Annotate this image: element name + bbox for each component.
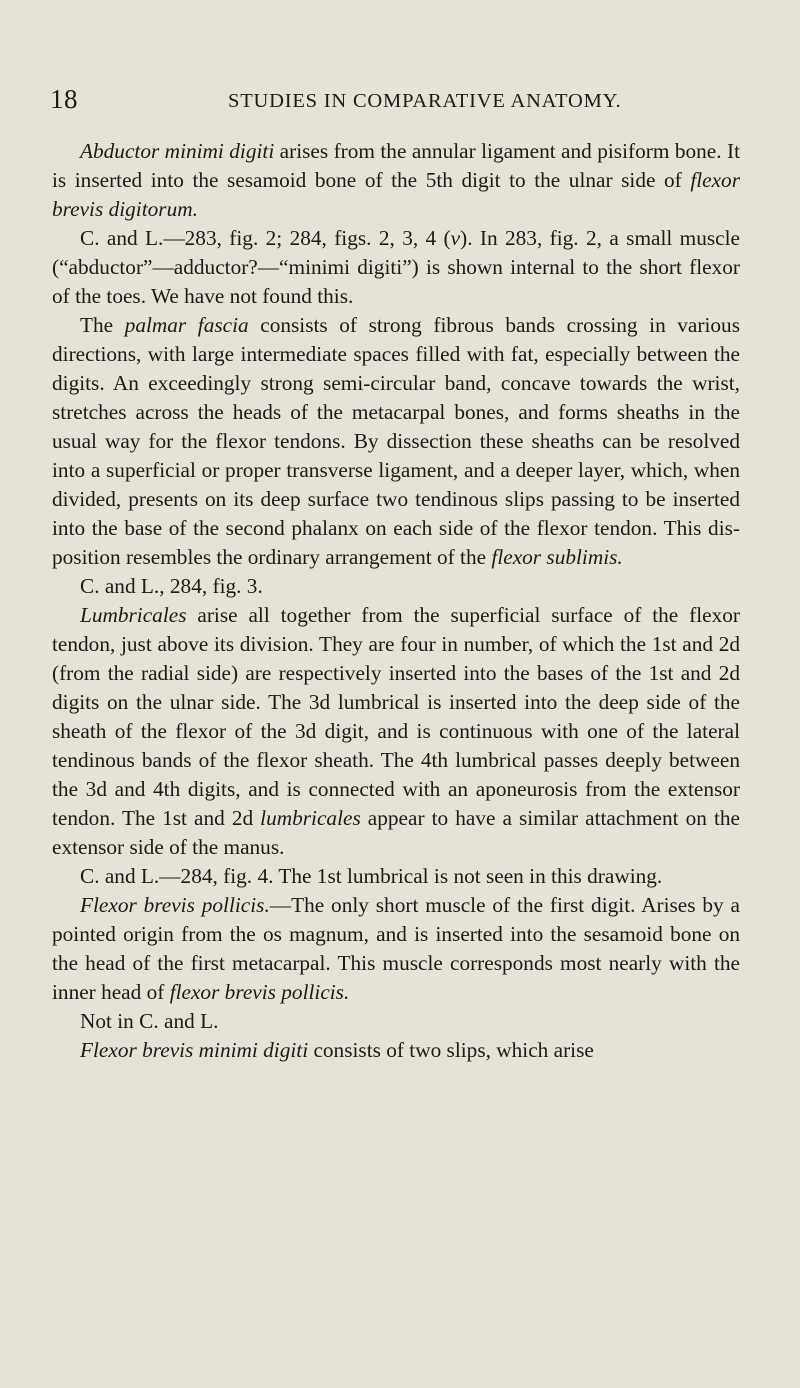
text-run: C. and L., 284, fig. 3.: [80, 574, 263, 598]
term-flexor-brevis-pollicis: flexor brevis pollicis.: [169, 980, 350, 1004]
term-abductor-minimi-digiti: Abductor minimi digiti: [80, 139, 275, 163]
text-run: Not in C. and L.: [80, 1009, 219, 1033]
text-run: consists of strong fibrous bands crossing in various directions, with large intermediate spaces filled with fat, especially between the digits. An exceedingly strong semi-circular band, concave towards the wrist, stretches across the heads of the metacarpal bones, and forms sheaths in the usual way for the flexor tendons. By dissection these sheaths can be resolved into a superficial or proper transverse ligament, and a deeper layer, which, when divided, presents on its deep surface two tendinous slips passing to be inserted into the base of the second phalanx on each side of the flexor tendon. This dis-position resembles the ordinary arrangement of the: [52, 313, 740, 569]
body-text: [52, 137, 740, 1065]
text-run: The: [80, 313, 125, 337]
paragraph-reference-284-fig-4: [52, 862, 740, 891]
term-flexor-brevis-pollicis: Flexor brevis pollicis.: [80, 893, 270, 917]
paragraph-reference-284-fig-3: [52, 572, 740, 601]
text-run: —The only short muscle of the first digit. Arises by a pointed origin from the os magnum, and is inserted into the sesamoid bone on the head of the first metacarpal. This muscle corresponds most nearly with the inner head of: [52, 893, 741, 1004]
text-run: C. and L.—283, fig. 2; 284, figs. 2, 3, 4 (: [80, 226, 451, 250]
paragraph-palmar-fascia: [52, 311, 740, 572]
term-flexor-brevis-digitorum: flexor brevis digitorum.: [52, 168, 740, 221]
paragraph-flexor-brevis-pollicis: [52, 891, 740, 1007]
text-run: appear to have a similar attachment on the extensor side of the manus.: [52, 806, 740, 859]
paragraph-not-in-c-and-l: [52, 1007, 740, 1036]
text-run: ). In 283, fig. 2, a small muscle (“abductor”—adductor?—“minimi digiti”) is shown internal to the short flexor of the toes. We have not found this.: [52, 226, 740, 308]
running-head: [50, 82, 750, 116]
term-flexor-brevis-minimi-digiti: Flexor brevis minimi digiti: [80, 1038, 309, 1062]
paragraph-abductor-minimi-digiti: [52, 137, 740, 224]
paragraph-lumbricales: [52, 601, 740, 862]
running-title: STUDIES IN COMPARATIVE ANATOMY.: [228, 90, 622, 112]
text-run: C. and L.—284, fig. 4. The 1st lumbrical is not seen in this drawing.: [80, 864, 663, 888]
text-run: arises from the annular ligament and pisiform bone. It is inserted into the sesamoid bone of the 5th digit to the ulnar side of: [52, 139, 740, 192]
term-lumbricales: lumbricales: [260, 806, 361, 830]
page-number: 18: [50, 84, 78, 114]
term-lumbricales: Lumbricales: [80, 603, 187, 627]
term-v: v: [450, 226, 461, 250]
paragraph-reference-283: [52, 224, 740, 311]
term-palmar-fascia: palmar fascia: [124, 313, 249, 337]
text-run: arise all together from the superficial surface of the flexor tendon, just above its division. They are four in number, of which the 1st and 2d (from the radial side) are respectively inserted into the bases of the 1st and 2d digits on the ulnar side. The 3d lumbrical is inserted into the deep side of the sheath of the flexor of the 3d digit, and is continuous with one of the lateral tendinous bands of the flexor sheath. The 4th lumbrical passes deeply between the 3d and 4th digits, and is connected with an aponeurosis from the extensor tendon. The 1st and 2d: [52, 603, 740, 830]
text-run: consists of two slips, which arise: [308, 1038, 594, 1062]
term-flexor-sublimis: flexor sublimis.: [491, 545, 623, 569]
paragraph-flexor-brevis-minimi-digiti: [52, 1036, 740, 1065]
